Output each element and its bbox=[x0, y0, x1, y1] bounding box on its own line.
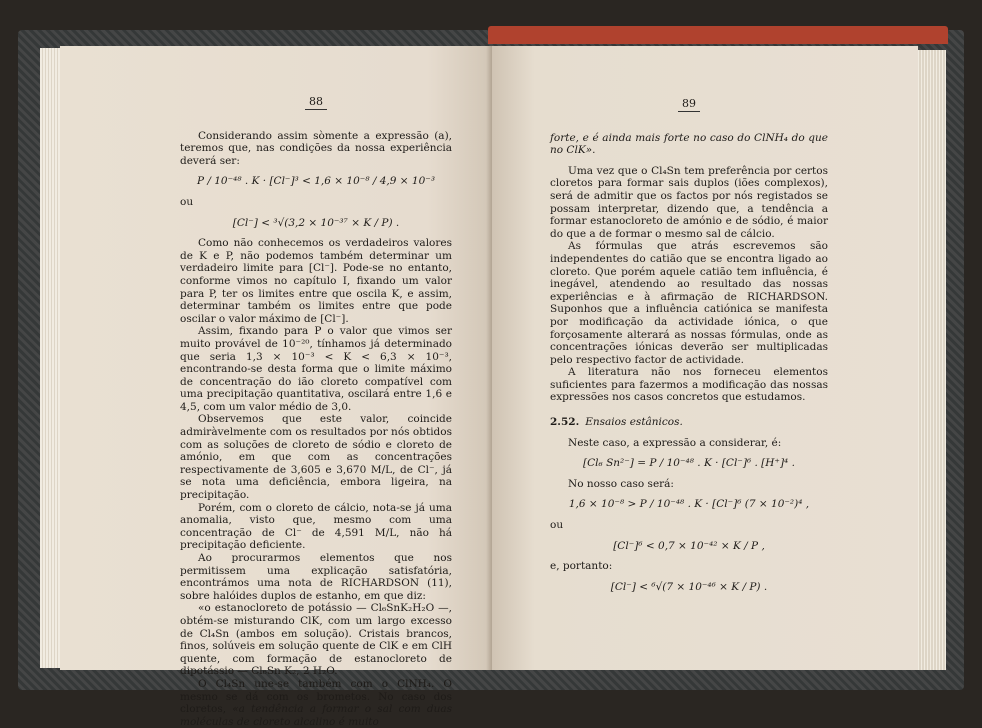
paragraph: Assim, fixando para P o valor que vimos ser muito provável de 10⁻²⁰, tínhamos já determinado que seria 1,3 × 10⁻³ < K < 6,3 × 10⁻³, encontrando-se desta forma que o limite máximo de concentração do ião cloreto compatível com uma precipitação quantitativa, oscilará entre 1,6 e 4,5, com um valor médio de 3,0. bbox=[180, 325, 452, 413]
page-number-right: 89 bbox=[550, 98, 828, 112]
page-edges-right bbox=[916, 50, 946, 670]
equation: 1,6 × 10⁻⁸ > P / 10⁻⁴⁸ . K · [Cl⁻]⁶ (7 × 10⁻²)⁴ , bbox=[568, 498, 810, 511]
equation: [Cl⁻] < ⁶√(7 × 10⁻⁴⁶ × K / P) . bbox=[610, 580, 768, 593]
equation: [Cl⁻]⁶ < 0,7 × 10⁻⁴² × K / P , bbox=[613, 539, 765, 552]
paragraph: Ao procurarmos elementos que nos permitissem uma explicação satisfatória, encontrámos uma nota de RICHARDSON (11), sobre halóides duplos de estanho, em que diz: bbox=[180, 552, 452, 602]
right-page bbox=[492, 46, 918, 670]
equation: [Cl₆ Sn²⁻] = P / 10⁻⁴⁸ . K · [Cl⁻]⁶ . [H⁺]⁴ . bbox=[583, 457, 795, 470]
paragraph: Uma vez que o Cl₄Sn tem preferência por certos cloretos para formar sais duplos (iões complexos), será de admitir que os factos por nós registados se possam interpretar, dizendo que, a tendência a formar estanocloreto de amónio e de sódio, é maior do que a de formar o mesmo sal de cálcio. bbox=[550, 164, 828, 240]
equation: P / 10⁻⁴⁸ . K · [Cl⁻]³ < 1,6 × 10⁻⁸ / 4,9 × 10⁻³ bbox=[196, 175, 436, 188]
paragraph: No nosso caso será: bbox=[568, 477, 674, 490]
conjunction: ou bbox=[550, 519, 564, 532]
section-heading: 2.52. Ensaios estânicos. bbox=[550, 416, 683, 429]
left-page bbox=[60, 46, 492, 728]
paragraph: As fórmulas que atrás escrevemos são independentes do catião que se encontra ligado ao cloreto. Que porém aquele catião tem influência, é inegável, atendendo ao resultado das nossas experiências e à afirmação de RICHARDSON. Suponhos que a influência catiónica se manifesta por modificação da actividade iónica, o que forçosamente alterará as nossas fórmulas, onde as concentrações iónicas deverão ser multiplicadas pelo respectivo factor de actividade. bbox=[550, 240, 828, 366]
quotation: «o estanocloreto de potássio — Cl₆SnK₂H₂O —, obtém-se misturando ClK, com um largo excesso de Cl₄Sn (ambos em solução). Cristais brancos, finos, solúveis em solução quente de ClK e em ClH quente, com formação de estanocloreto de dipotássio — Cl₆Sn K₂, 2 H₂O. bbox=[180, 602, 452, 678]
paragraph: e, portanto: bbox=[550, 560, 613, 573]
paragraph: A literatura não nos forneceu elementos suficientes para fazermos a modificação das nossas expressões nos casos concretos que estudamos. bbox=[550, 366, 828, 404]
cover-spine-edge bbox=[488, 26, 948, 44]
paragraph: Porém, com o cloreto de cálcio, nota-se já uma anomalia, visto que, mesmo com uma concentração de Cl⁻ de 4,591 M/L, não há precipitação deficiente. bbox=[180, 501, 452, 552]
conjunction: ou bbox=[180, 195, 194, 208]
page-number-left: 88 bbox=[180, 96, 452, 110]
paragraph: Como não conhecemos os verdadeiros valores de K e P, não podemos também determinar um verdadeiro limite para [Cl⁻]. Pode-se no entanto, conforme vimos no capítulo I, fixando um valor para P, ter os limites entre que oscila K, e assim, determinar também os limites entre que pode oscilar o valor máximo de [Cl⁻]. bbox=[180, 237, 452, 325]
quotation-end: forte, e é ainda mais forte no caso do ClNH₄ do que no ClK». bbox=[550, 131, 828, 157]
paragraph: Considerando assim sòmente a expressão (a), teremos que, nas condições da nossa experiência deverá ser: bbox=[180, 129, 452, 167]
quotation: O Cl₄Sn une-se também com o ClNH₄. O mesmo se dá com os brometos. No caso dos cloretos, «a tendência a formar o sal com duas moléculas de cloreto alcalino é muito bbox=[180, 677, 452, 728]
paragraph: Observemos que este valor, coincide admiràvelmente com os resultados por nós obtidos com as soluções de cloreto de sódio e cloreto de amónio, em que com as concentrações respectivamente de 3,605 e 3,670 M/L, de Cl⁻, já se nota uma deficiência, embora ligeira, na precipitação. bbox=[180, 413, 452, 502]
equation: [Cl⁻] < ³√(3,2 × 10⁻³⁷ × K / P) . bbox=[232, 216, 400, 229]
paragraph: Neste caso, a expressão a considerar, é: bbox=[568, 436, 782, 449]
